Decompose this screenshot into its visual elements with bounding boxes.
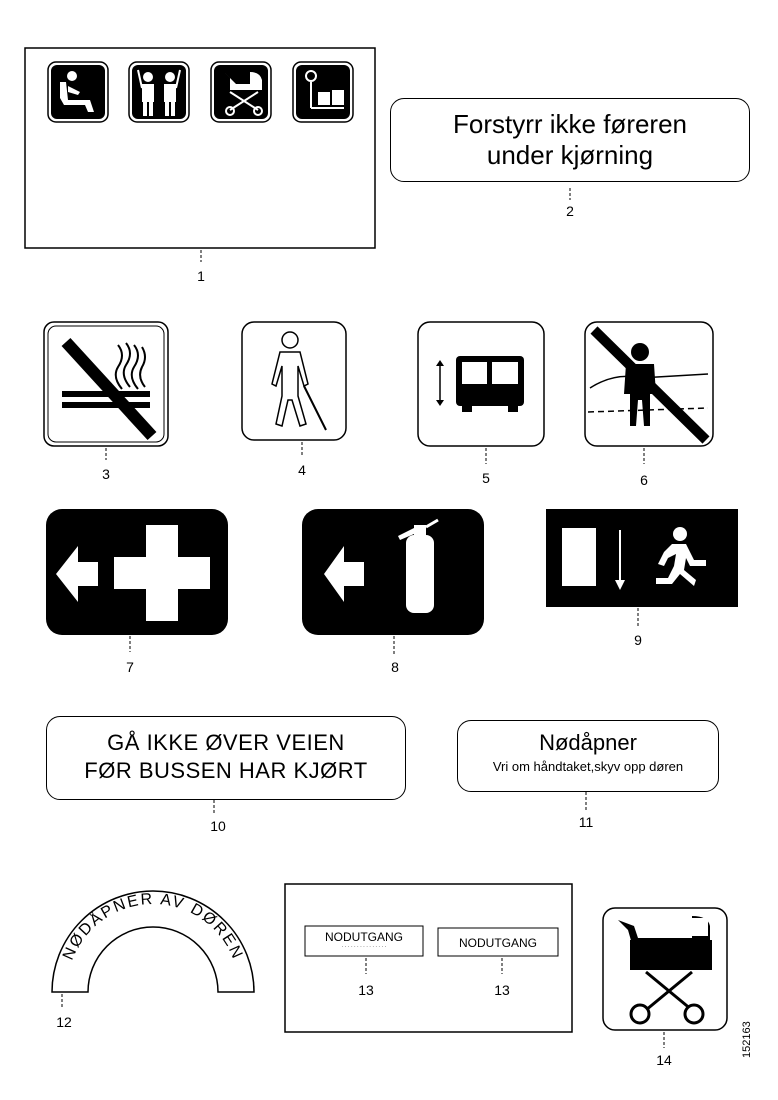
sign-12-arc [52,891,254,1008]
no-smoking-icon [44,322,168,446]
sign-10-line-2: FØR BUSSEN HAR KJØRT [84,758,368,783]
first-aid-icon [46,509,228,635]
item-number-13b: 13 [494,982,510,998]
item-number-2: 2 [566,203,574,219]
emergency-exit-icon [546,509,738,607]
kneeling-bus-icon [418,322,544,446]
sign-2-line-2: under kjørning [486,140,654,170]
pram-icon [211,62,271,122]
priority-seat-icon [48,62,108,122]
sign-13b-label: NODUTGANG [459,936,537,950]
item-number-6: 6 [640,472,648,488]
sign-13a-small-text: · · · · · · · · · · · · · · · [341,944,387,950]
sign-2 [390,98,750,182]
sign-10-line-1: GÅ IKKE ØVER VEIEN [107,730,345,755]
item-number-8: 8 [391,659,399,675]
pram-large-icon [603,908,727,1030]
sign-13a-label: NODUTGANG [325,930,403,944]
blind-person-icon [242,322,346,440]
item-number-11: 11 [578,814,594,830]
sign-11-title: Nødåpner [539,730,637,755]
standing-passengers-icon [129,62,189,122]
sign-1-panel [25,48,375,262]
fire-extinguisher-icon [302,509,484,635]
item-number-1: 1 [197,268,205,284]
item-number-4: 4 [298,462,306,478]
sign-2-line-1: Forstyrr ikke føreren [452,109,688,139]
luggage-icon [293,62,353,122]
item-number-3: 3 [102,466,110,482]
item-number-7: 7 [126,659,134,675]
sign-11-subtitle: Vri om håndtaket,skyv opp døren [492,759,684,774]
no-crossing-icon [585,322,713,446]
sign-13-panel [285,884,572,1032]
item-number-10: 10 [210,818,226,834]
sign-12-arc-text: NØDÅPNER AV DØREN [59,890,247,963]
item-number-13a: 13 [358,982,374,998]
item-number-14: 14 [656,1052,672,1068]
item-number-9: 9 [634,632,642,648]
item-number-5: 5 [482,470,490,486]
item-number-12: 12 [56,1014,72,1030]
sign-10 [46,716,406,800]
sign-11 [457,720,719,792]
drawing-id: 152163 [741,1021,753,1058]
